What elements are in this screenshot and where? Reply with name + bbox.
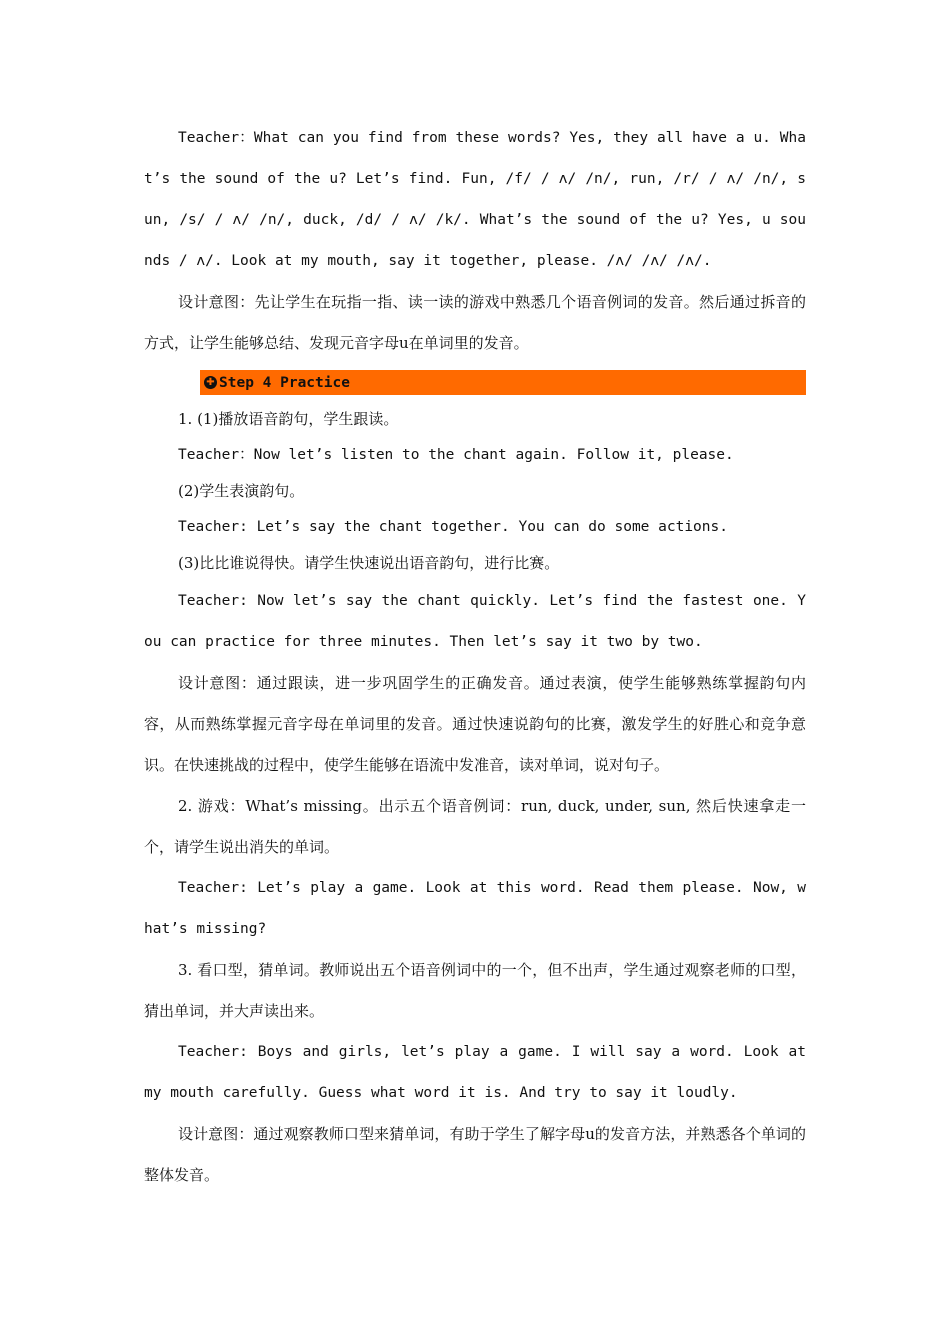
circled-plus-icon: ✚ bbox=[204, 376, 217, 389]
teacher-dialogue-listen: Teacher：Now let’s listen to the chant again. Follow it, please. bbox=[178, 447, 734, 463]
practice-item-1-1: 1. (1)播放语音韵句，学生跟读。 bbox=[178, 410, 399, 428]
design-intent-1: 设计意图：先让学生在玩指一指、读一读的游戏中熟悉几个语音例词的发音。然后通过拆音的方式，让学生能够总结、发现元音字母u在单词里的发音。 bbox=[144, 293, 806, 352]
document-page bbox=[144, 118, 806, 1196]
step-4-heading bbox=[200, 370, 806, 395]
design-intent-3: 设计意图：通过观察教师口型来猜单词，有助于学生了解字母u的发音方法，并熟悉各个单词的整体发音。 bbox=[144, 1125, 806, 1184]
practice-item-2: 2. 游戏：What’s missing。出示五个语音例词：run, duck, under, sun, 然后快速拿走一个，请学生说出消失的单词。 bbox=[144, 797, 806, 856]
design-intent-2: 设计意图：通过跟读，进一步巩固学生的正确发音。通过表演，使学生能够熟练掌握韵句内容，从而熟练掌握元音字母在单词里的发音。通过快速说韵句的比赛，激发学生的好胜心和竞争意识。在快速挑战的过程中，使学生能够在语流中发准音，读对单词，说对句子。 bbox=[144, 674, 806, 774]
practice-item-1-2: (2)学生表演韵句。 bbox=[178, 482, 305, 500]
step-4-label: Step 4 Practice bbox=[219, 374, 350, 391]
teacher-dialogue-quickly: Teacher: Now let’s say the chant quickly. Let’s find the fastest one. You can practice for three minutes. Then let’s say it two by two. bbox=[144, 593, 806, 650]
teacher-dialogue-sound-u: Teacher：What can you find from these words? Yes, they all have a u. What’s the sound of the u? Let’s find. Fun, /f/ / ʌ/ /n/, run, /r/ / ʌ/ /n/, sun, /s/ / ʌ/ /n/, duck, /d/ / ʌ/ /k/. What’s the sound of the u? Yes, u sounds / ʌ/. Look at my mouth, say it together, please. /ʌ/ /ʌ/ /ʌ/. bbox=[144, 130, 806, 269]
practice-item-1-3: (3)比比谁说得快。请学生快速说出语音韵句，进行比赛。 bbox=[178, 554, 560, 572]
practice-item-3: 3. 看口型，猜单词。教师说出五个语音例词中的一个，但不出声，学生通过观察老师的口型，猜出单词，并大声读出来。 bbox=[144, 961, 806, 1020]
teacher-dialogue-actions: Teacher: Let’s say the chant together. You can do some actions. bbox=[178, 519, 728, 535]
teacher-dialogue-guess: Teacher: Boys and girls, let’s play a game. I will say a word. Look at my mouth carefully. Guess what word it is. And try to say it loudly. bbox=[144, 1044, 806, 1101]
teacher-dialogue-missing: Teacher: Let’s play a game. Look at this word. Read them please. Now, what’s missing? bbox=[144, 880, 806, 937]
